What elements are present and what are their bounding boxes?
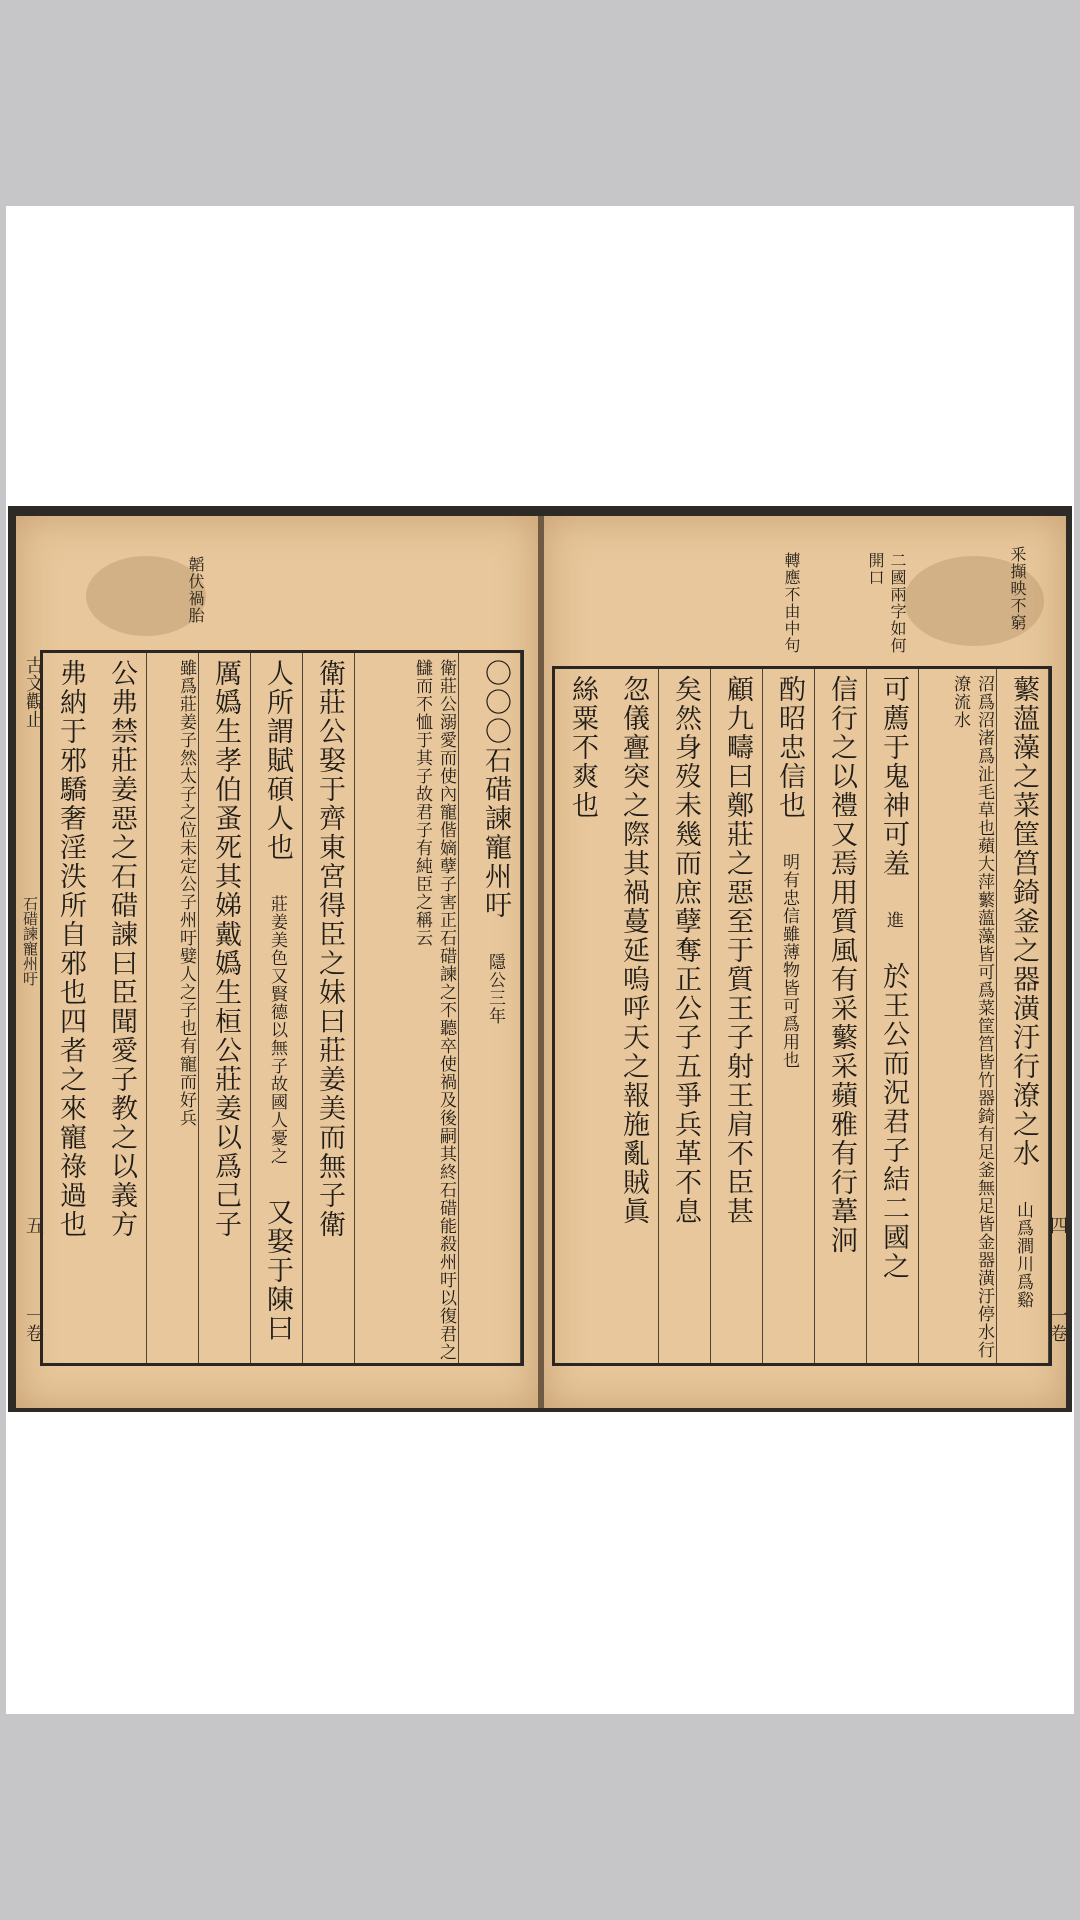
column-text: 沼爲沼渚爲沚毛草也蘋大萍蘩薀藻皆可爲菜筐筥皆竹器錡有足釜無足皆金器潢汙停水行潦流水 — [950, 675, 994, 1359]
column-note: 山爲澗川爲谿 — [1013, 1201, 1033, 1309]
column-text: 厲嬀生孝伯蚤死其娣戴嬀生桓公莊姜以爲己子 — [210, 659, 241, 1239]
text-column — [815, 669, 867, 1363]
text-column — [43, 653, 95, 1363]
text-column — [199, 653, 251, 1363]
text-column — [711, 669, 763, 1363]
column-text: 又娶于陳曰 — [262, 1198, 293, 1343]
column-text: 信行之以禮又焉用質風有采蘩采蘋雅有行葦泂 — [826, 675, 857, 1255]
column-text: 矣然身歿未幾而庶孽奪正公子五爭兵革不息 — [670, 675, 701, 1226]
column-text: 顧九疇曰鄭莊之惡至于質王子射王肩不臣甚 — [722, 675, 753, 1226]
top-margin-note: 韜伏禍胎 — [186, 556, 205, 624]
column-note: 進 — [883, 911, 903, 929]
text-column — [251, 653, 303, 1363]
text-column — [555, 669, 607, 1363]
text-column — [95, 653, 147, 1363]
juan-label: 一卷 — [1047, 1306, 1068, 1342]
text-column — [997, 669, 1049, 1363]
column-text: 弗納于邪驕奢淫泆所自邪也四者之來寵祿過也 — [55, 659, 86, 1239]
book-spread — [8, 506, 1072, 1412]
text-column — [763, 669, 815, 1363]
side-title: 古文觀止 — [23, 656, 44, 728]
top-margin-note: 釆擷映不窮 — [1008, 546, 1027, 631]
footer-subtitle: 石碏諫寵州吁 — [21, 896, 39, 986]
essay-title: 〇〇〇石碏諫寵州吁 — [480, 659, 511, 920]
essay-date: 隱公三年 — [485, 953, 505, 1025]
column-text: 酌昭忠信也 — [774, 675, 805, 820]
column-note: 明有忠信雖薄物皆可爲用也 — [779, 853, 799, 1069]
juan-label: 一卷 — [23, 1306, 44, 1342]
column-text: 人所謂賦碩人也 — [262, 659, 293, 862]
folio-number: 四 — [1047, 1216, 1068, 1234]
commentary-column — [355, 653, 459, 1363]
text-frame — [40, 650, 524, 1366]
title-column — [459, 653, 521, 1363]
column-text: 可薦于鬼神可羞 — [878, 675, 909, 878]
column-text: 公弗禁莊姜惡之石碏諫曰臣聞愛子教之以義方 — [106, 659, 137, 1239]
column-text: 雖爲莊姜子然太子之位未定公子州吁嬖人之子也有寵而好兵 — [176, 659, 196, 1127]
column-text: 於王公而況君子結二國之 — [878, 962, 909, 1281]
text-column — [607, 669, 659, 1363]
left-page — [16, 516, 538, 1408]
top-margin-note: 二國兩字如何開口 — [866, 552, 907, 654]
right-page — [544, 516, 1066, 1408]
text-frame — [552, 666, 1052, 1366]
column-note: 莊姜美色又賢德以無子故國人憂之 — [267, 895, 287, 1165]
folio-number: 五 — [23, 1216, 44, 1234]
text-column — [867, 669, 919, 1363]
top-margin-note: 轉應不由中句 — [782, 552, 801, 654]
text-column — [303, 653, 355, 1363]
commentary-column — [147, 653, 199, 1363]
commentary-column — [919, 669, 997, 1363]
column-text: 衛莊公溺愛而使內寵偕嫡孽子害正石碏諫之不聽卒使禍及後嗣其終石碏能殺州吁以復君之讎而不恤于其子故君子有純臣之稱云 — [412, 659, 456, 1361]
text-column — [659, 669, 711, 1363]
column-text: 衛莊公娶于齊東宮得臣之妹曰莊姜美而無子衛 — [314, 659, 345, 1239]
column-text: 忽儀亹突之際其禍蔓延嗚呼天之報施亂賊眞 — [618, 675, 649, 1226]
column-text: 蘩薀藻之菜筐筥錡釜之器潢汙行潦之水 — [1008, 675, 1039, 1168]
column-text: 絲粟不爽也 — [567, 675, 598, 820]
